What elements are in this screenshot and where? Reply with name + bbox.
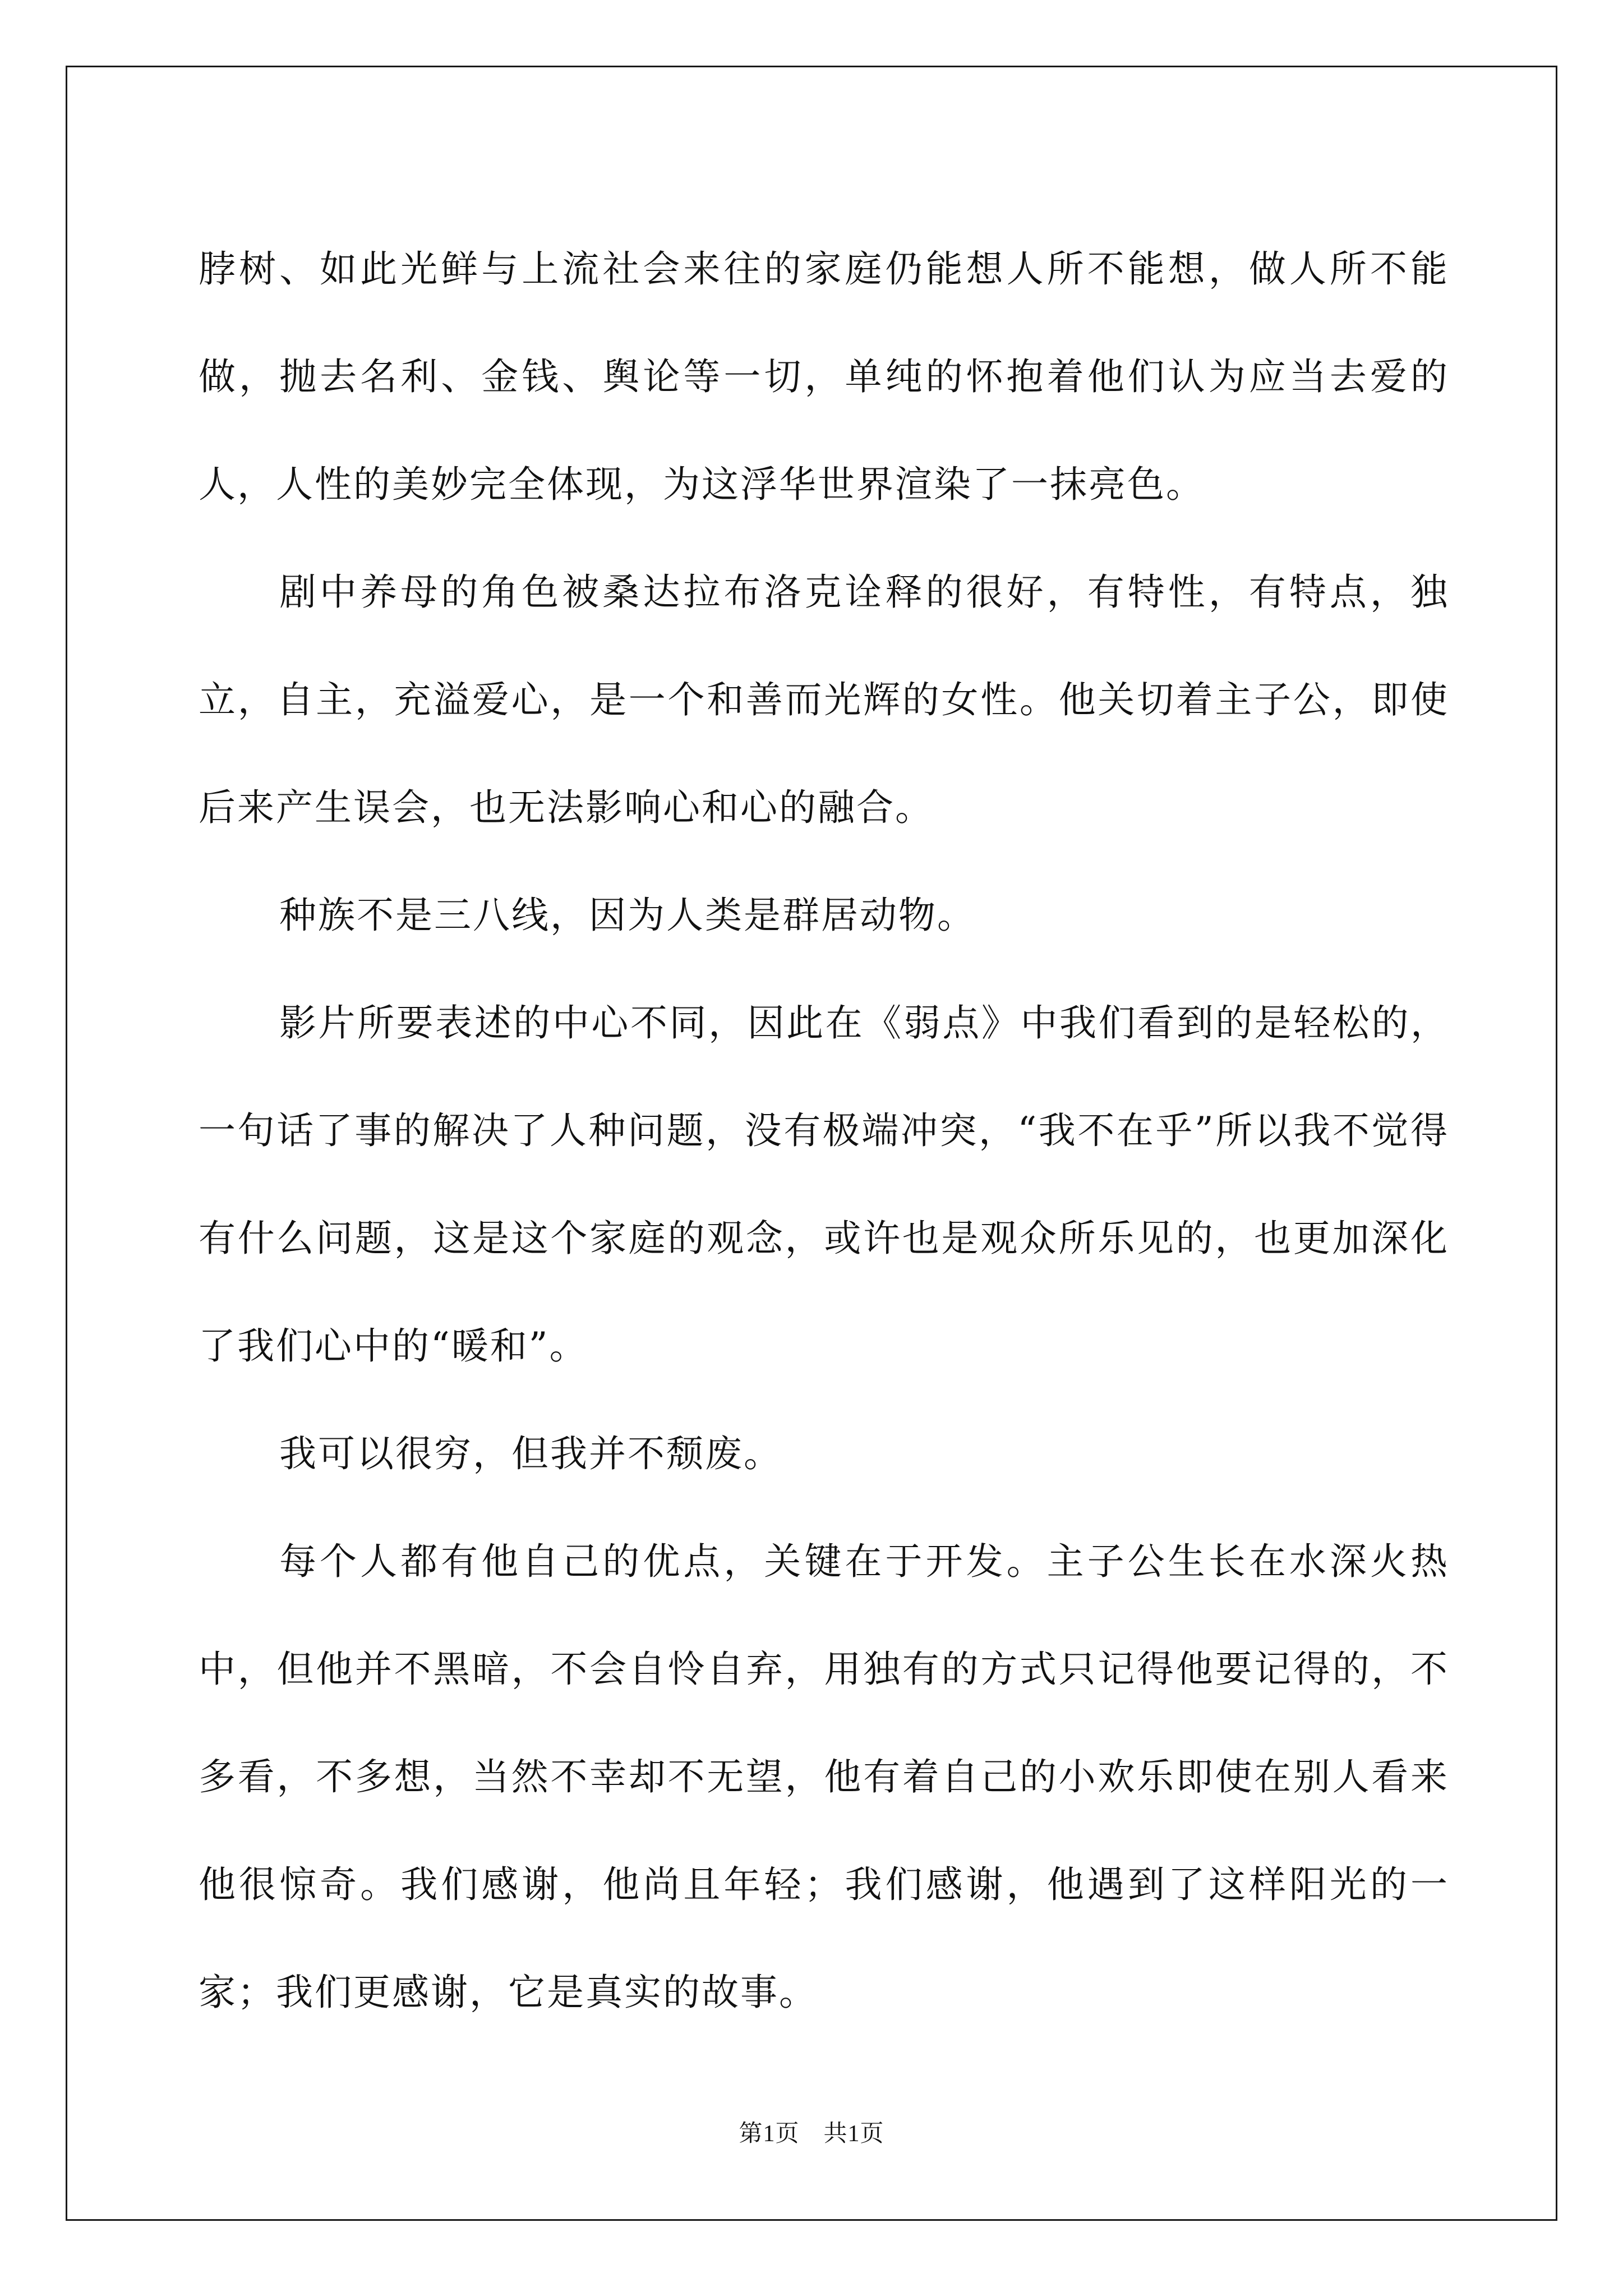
paragraph: 种族不是三八线，因为人类是群居动物。 <box>279 894 976 937</box>
paragraph: 剧中养母的角色被桑达拉布洛克诠释的很好，有特性，有特点，独立，自主，充溢爱心，是一个和善而光辉的女性。他关切着主子公，即使后来产生误会，也无法影响心和心的融合。 <box>199 570 1449 829</box>
paragraph: 我可以很穷，但我并不颓废。 <box>279 1432 782 1475</box>
paragraph: 每个人都有他自己的优点，关键在于开发。主子公生长在水深火热中，但他并不黑暗，不会自怜自弃，用独有的方式只记得他要记得的，不多看，不多想，当然不幸却不无望，他有着自己的小欢乐即使在别人看来他很惊奇。我们感谢，他尚且年轻；我们感谢，他遇到了这样阳光的一家；我们更感谢，它是真实的故事。 <box>199 1540 1449 2014</box>
paragraph: 影片所要表述的中心不同，因此在《弱点》中我们看到的是轻松的，一句话了事的解决了人种问题，没有极端冲突，“我不在乎”所以我不觉得有什么问题，这是这个家庭的观念，或许也是观众所乐见的，也更加深化了我们心中的“暖和”。 <box>199 1001 1449 1368</box>
document-body <box>199 215 1449 2046</box>
page-number-footer: 第1页 共1页 <box>739 2121 884 2147</box>
paragraph: 脖树、如此光鲜与上流社会来往的家庭仍能想人所不能想，做人所不能做，抛去名利、金钱、舆论等一切，单纯的怀抱着他们认为应当去爱的人，人性的美妙完全体现，为这浮华世界渲染了一抹亮色。 <box>199 247 1449 506</box>
